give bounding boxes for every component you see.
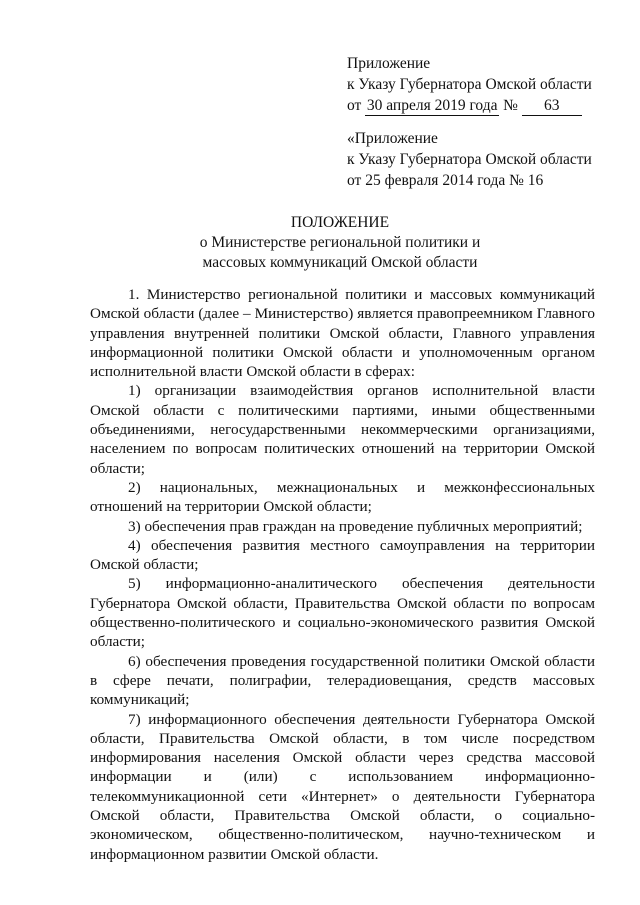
appendix-header-previous: [347, 128, 607, 191]
decree-reference: к Указу Губернатора Омской области: [347, 76, 592, 93]
title-line-3: массовых коммуникаций Омской области: [202, 254, 478, 271]
paragraph-item-1: 1) организации взаимодействия органов исполнительной власти Омской области с политическими партиями, иными общественными объединениями, негосударственными некоммерческими организациями, населением по вопросам политических отношений на территории Омской области;: [90, 382, 595, 477]
number-sign: №: [503, 97, 518, 114]
decree-date: 30 апреля 2019 года: [366, 97, 498, 114]
title-line-2: о Министерстве региональной политики и: [199, 234, 481, 251]
title-heading: ПОЛОЖЕНИЕ: [290, 214, 390, 231]
prev-decree-date: от 25 февраля 2014 года № 16: [347, 172, 544, 189]
decree-number: 63: [522, 97, 582, 116]
paragraph-item-3: 3) обеспечения прав граждан на проведение публичных мероприятий;: [128, 517, 583, 535]
paragraph-item-2: 2) национальных, межнациональных и межконфессиональных отношений на территории Омской области;: [90, 478, 595, 516]
document-body: [90, 285, 595, 864]
paragraph-item-4: 4) обеспечения развития местного самоуправления на территории Омской области;: [90, 536, 595, 574]
paragraph-item-6: 6) обеспечения проведения государственной политики Омской области в сфере печати, полиграфии, телерадиовещания, средств массовых коммуникаций;: [90, 652, 595, 709]
decree-date-line: [347, 95, 607, 116]
appendix-header-current: [347, 53, 607, 116]
appendix-label: Приложение: [347, 55, 431, 72]
date-prefix: от: [347, 97, 362, 114]
prev-decree-reference: к Указу Губернатора Омской области: [347, 151, 592, 168]
prev-appendix-label: «Приложение: [347, 130, 438, 147]
paragraph-1: 1. Министерство региональной политики и массовых коммуникаций Омской области (далее – Министерство) является правопреемником Главного управления внутренней политики Омской области, Главного управления информационной политики Омской области и уполномоченным органом исполнительной власти Омской области в сферах:: [90, 286, 595, 381]
document-title: [0, 213, 640, 273]
paragraph-item-7: 7) информационного обеспечения деятельности Губернатора Омской области, Правительства Омской области, в том числе посредством информирования населения Омской области через средства массовой информации и (или) с использованием информационно-телекоммуникационной сети «Интернет» о деятельности Губернатора Омской области, Правительства Омской области, о социально-экономическом, общественно-политическом, научно-техническом и информационном развитии Омской области.: [90, 710, 595, 863]
paragraph-item-5: 5) информационно-аналитического обеспечения деятельности Губернатора Омской области, Правительства Омской области по вопросам общественно-политического и социально-экономического развития Омской области;: [90, 575, 595, 651]
